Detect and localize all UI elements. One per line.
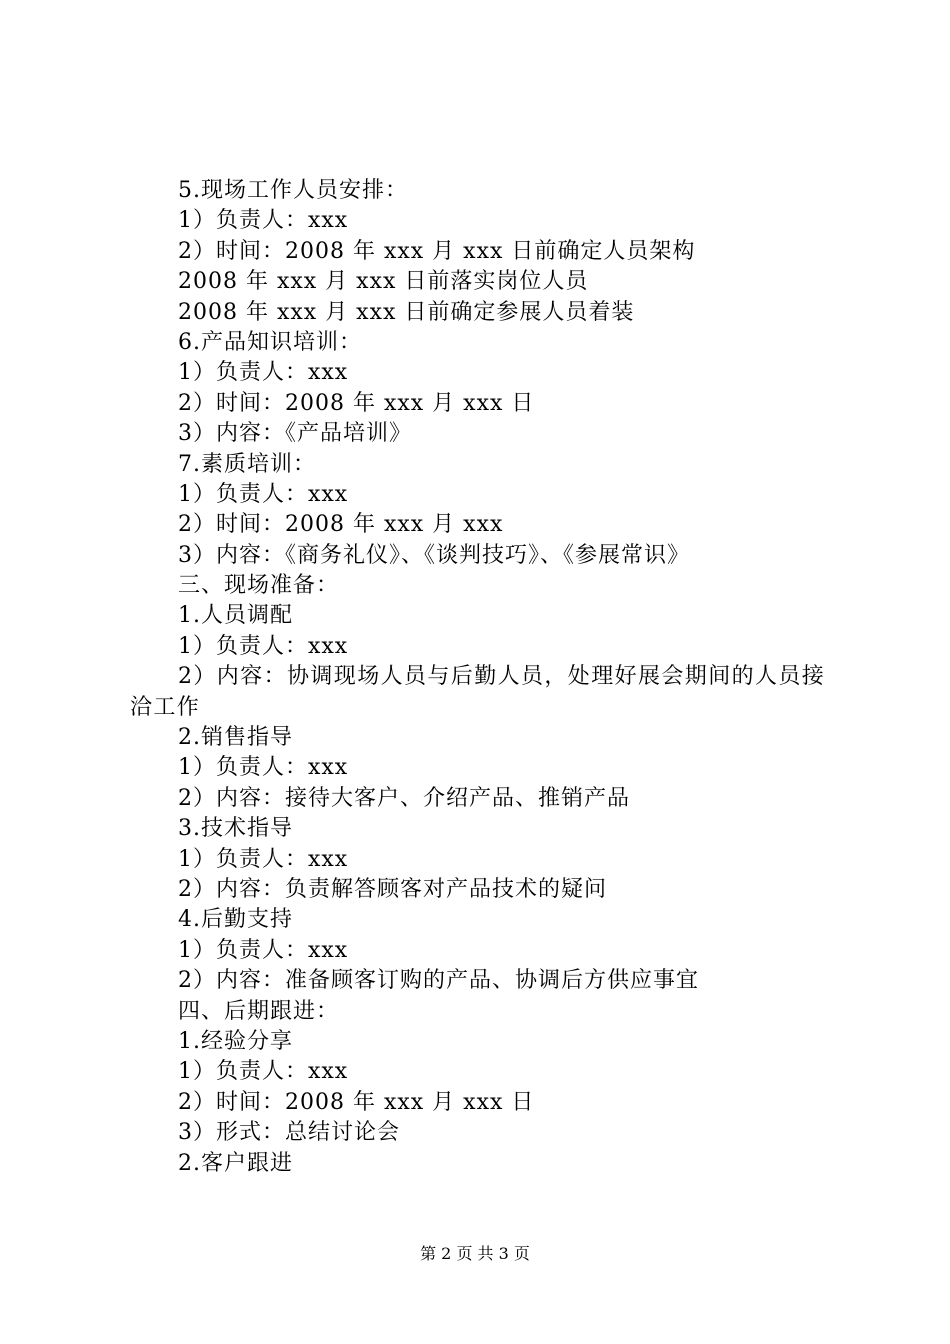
text-line: 1）负责人：xxx [178,755,349,781]
chapter-heading-follow-up: 四、后期跟进： [178,998,340,1024]
section-heading-staff-allocation: 1.人员调配 [178,603,293,629]
text-line: 1）负责人：xxx [178,633,349,659]
document-body [130,176,835,1179]
section-heading-logistics-support: 4.后勤支持 [178,907,293,933]
section-heading-customer-follow-up: 2.客户跟进 [178,1150,293,1176]
text-line: 2）内容：接待大客户、介绍产品、推销产品 [178,785,630,811]
text-line: 2）内容：负责解答顾客对产品技术的疑问 [178,877,607,903]
section-heading-sales-guidance: 2.销售指导 [178,725,293,751]
section-heading-product-training: 6.产品知识培训： [178,329,362,355]
wrapped-paragraph: 2）内容：协调现场人员与后勤人员，处理好展会期间的人员接洽工作 [130,664,826,720]
section-heading-experience-sharing: 1.经验分享 [178,1028,293,1054]
section-heading-technical-guidance: 3.技术指导 [178,816,293,842]
text-line: 2）时间：2008 年 xxx 月 xxx 日前确定人员架构 [178,238,696,264]
section-heading-staff-arrangement: 5.现场工作人员安排： [178,178,408,203]
section-heading-quality-training: 7.素质培训： [178,451,316,477]
text-line: 2）时间：2008 年 xxx 月 xxx [178,512,504,538]
text-line: 1）负责人：xxx [178,360,349,386]
text-line: 3）内容：《商务礼仪》、《谈判技巧》、《参展常识》 [178,542,690,568]
text-line: 2008 年 xxx 月 xxx 日前确定参展人员着装 [178,299,635,325]
page-footer: 第 2 页 共 3 页 [420,1244,530,1263]
text-line: 3）内容：《产品培训》 [178,421,412,447]
text-line: 1）负责人：xxx [178,481,349,507]
text-line: 3）形式：总结讨论会 [178,1120,400,1146]
chapter-heading-onsite-preparation: 三、现场准备： [178,573,340,599]
text-line: 2008 年 xxx 月 xxx 日前落实岗位人员 [178,269,589,295]
text-line: 1）负责人：xxx [178,937,349,963]
text-line: 2）时间：2008 年 xxx 月 xxx 日 [178,1089,535,1115]
text-line: 2）时间：2008 年 xxx 月 xxx 日 [178,390,535,416]
text-line: 1）负责人：xxx [178,846,349,872]
text-line: 1）负责人：xxx [178,208,349,234]
text-line: 1）负责人：xxx [178,1059,349,1085]
text-line: 2）内容：准备顾客订购的产品、协调后方供应事宜 [178,968,699,994]
